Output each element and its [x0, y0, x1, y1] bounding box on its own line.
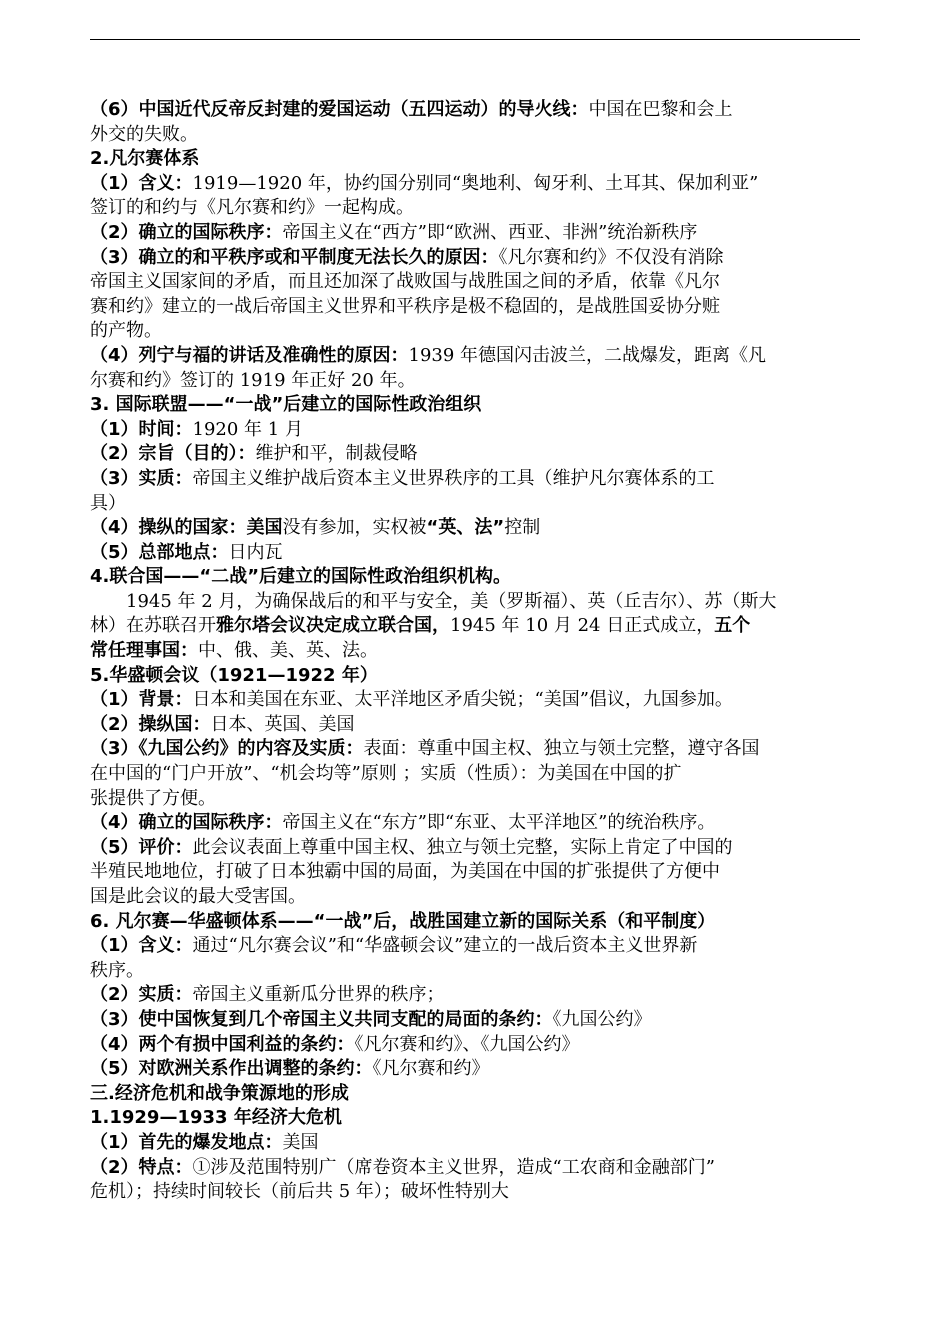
- bold-text: （1）含义：: [90, 172, 193, 194]
- body-text: 控制: [504, 517, 541, 539]
- body-text: ①涉及范围特别广（席卷资本主义世界，造成“工农商和金融部门”: [192, 1156, 715, 1178]
- bold-text: （1）首先的爆发地点：: [90, 1131, 283, 1153]
- bold-text: “英、法”: [426, 517, 505, 539]
- body-text: 没有参加，实权被: [282, 517, 427, 539]
- body-text: 危机）；持续时间较长（前后共 5 年）；破坏性特别大: [90, 1181, 509, 1203]
- bold-text: （2）确立的国际秩序：: [90, 221, 283, 243]
- body-text: 赛和约》建立的一战后帝国主义世界和平秩序是极不稳固的，是战胜国妥协分赃: [90, 295, 720, 317]
- text-line: [90, 1033, 860, 1058]
- header-rule: [90, 39, 860, 40]
- body-text: 在中国的“门户开放”、“机会均等”原则 ；实质（性质）：为美国在中国的扩: [90, 763, 682, 785]
- text-line: [90, 369, 860, 394]
- bold-text: （2）实质：: [90, 984, 193, 1006]
- bold-text: 5.华盛顿会议（1921—1922 年）: [90, 664, 378, 686]
- body-text: 维护和平，制裁侵略: [255, 443, 418, 465]
- body-text: 《九国公约》: [552, 1008, 652, 1030]
- bold-text: 五个: [714, 615, 751, 637]
- bold-text: （5）总部地点：: [90, 541, 229, 563]
- text-line: [90, 246, 860, 271]
- text-line: [90, 319, 860, 344]
- body-text: 《凡尔赛和约》、《九国公约》: [354, 1033, 580, 1055]
- text-line: [90, 910, 860, 935]
- bold-text: （2）宗旨（目的）：: [90, 443, 256, 465]
- bold-text: （3）实质：: [90, 467, 193, 489]
- document-body: [90, 98, 860, 1205]
- body-text: 外交的失败。: [90, 123, 198, 145]
- body-text: 通过“凡尔赛会议”和“华盛顿会议”建立的一战后资本主义世界新: [192, 935, 698, 957]
- bold-text: （1）时间：: [90, 418, 193, 440]
- body-text: 1919—1920 年，协约国分别同“奥地利、匈牙利、土耳其、保加利亚”: [192, 172, 759, 194]
- body-text: 中国在巴黎和会上: [588, 99, 733, 120]
- text-line: [90, 442, 860, 467]
- body-text: 表面：尊重中国主权、独立与领土完整，遵守各国: [363, 738, 760, 760]
- text-line: [90, 1057, 860, 1082]
- body-text: 半殖民地地位，打破了日本独霸中国的局面，为美国在中国的扩张提供了方便中: [90, 861, 720, 883]
- body-text: 《凡尔赛和约》不仅没有消除: [498, 246, 724, 268]
- text-line: [90, 787, 860, 812]
- bold-text: （3）使中国恢复到几个帝国主义共同支配的局面的条约：: [90, 1008, 553, 1030]
- text-line: [90, 492, 860, 517]
- body-text: 1939 年德国闪击波兰，二战爆发，距离《凡: [408, 344, 767, 366]
- body-text: 1945 年 2 月，为确保战后的和平与安全，美（罗斯福）、英（丘吉尔）、苏（斯大: [126, 590, 777, 612]
- body-text: 张提供了方便。: [90, 787, 216, 809]
- text-line: [90, 98, 860, 123]
- bold-text: （2）操纵国：: [90, 713, 211, 735]
- bold-text: （4）列宁与福的讲话及准确性的原因：: [90, 344, 409, 366]
- text-line: [90, 1180, 860, 1205]
- body-text: 国是此会议的最大受害国。: [90, 886, 306, 907]
- bold-text: 6. 凡尔赛—华盛顿体系——“一战”后，战胜国建立新的国际关系（和平制度）: [90, 910, 716, 932]
- text-line: [90, 860, 860, 885]
- text-line: [90, 762, 860, 787]
- body-text: 日本和美国在东亚、太平洋地区矛盾尖锐；“美国”倡议，九国参加。: [192, 689, 733, 711]
- bold-text: 1.1929—1933 年经济大危机: [90, 1107, 342, 1129]
- bold-text: （5）评价：: [90, 836, 193, 858]
- bold-text: （4）两个有损中国利益的条约：: [90, 1033, 355, 1055]
- body-text: 日内瓦: [228, 541, 283, 563]
- text-line: [90, 172, 860, 197]
- text-line: [90, 1156, 860, 1181]
- text-line: [90, 811, 860, 836]
- body-text: 帝国主义国家间的矛盾，而且还加深了战败国与战胜国之间的矛盾，依靠《凡尔: [90, 271, 720, 293]
- body-text: 帝国主义在“西方”即“欧洲、西亚、非洲”统治新秩序: [282, 221, 698, 243]
- bold-text: （5）对欧洲关系作出调整的条约：: [90, 1058, 373, 1080]
- bold-text: （4）操纵的国家：: [90, 517, 247, 539]
- text-line: [90, 885, 860, 910]
- text-line: [90, 614, 860, 639]
- bold-text: （6）中国近代反帝反封建的爱国运动（五四运动）的导火线：: [90, 99, 589, 120]
- body-text: 帝国主义重新瓜分世界的秩序；: [192, 984, 445, 1006]
- text-line: [90, 934, 860, 959]
- body-text: 《凡尔赛和约》: [372, 1058, 490, 1080]
- bold-text: （4）确立的国际秩序：: [90, 812, 283, 834]
- text-line: [90, 1131, 860, 1156]
- text-line: [90, 393, 860, 418]
- text-line: [90, 737, 860, 762]
- bold-text: 2.凡尔赛体系: [90, 148, 200, 170]
- body-text: 此会议表面上尊重中国主权、独立与领土完整，实际上肯定了中国的: [192, 836, 733, 858]
- text-line: [90, 639, 860, 664]
- text-line: [90, 516, 860, 541]
- body-text: 帝国主义维护战后资本主义世界秩序的工具（维护凡尔赛体系的工: [192, 467, 715, 489]
- text-line: [90, 959, 860, 984]
- text-line: [90, 713, 860, 738]
- text-line: [90, 836, 860, 861]
- text-line: [90, 123, 860, 148]
- bold-text: （3）确立的和平秩序或和平制度无法长久的原因：: [90, 246, 499, 268]
- text-line: [90, 344, 860, 369]
- text-line: [90, 688, 860, 713]
- text-line: [90, 221, 860, 246]
- bold-text: 4.联合国——“二战”后建立的国际性政治组织机构。: [90, 566, 512, 588]
- bold-text: （1）背景：: [90, 689, 193, 711]
- bold-text: 常任理事国：: [90, 640, 198, 662]
- text-line: [90, 295, 860, 320]
- bold-text: （3）《九国公约》的内容及实质：: [90, 738, 364, 760]
- text-line: [90, 147, 860, 172]
- body-text: 秩序。: [90, 959, 144, 981]
- bold-text: 3. 国际联盟——“一战”后建立的国际性政治组织: [90, 394, 482, 416]
- text-line: [90, 418, 860, 443]
- bold-text: （2）特点：: [90, 1156, 193, 1178]
- bold-text: （1）含义：: [90, 935, 193, 957]
- text-line: [90, 590, 860, 615]
- text-line: [90, 467, 860, 492]
- body-text: 日本、英国、美国: [210, 713, 355, 735]
- text-line: [90, 270, 860, 295]
- text-line: [90, 565, 860, 590]
- text-line: [90, 1008, 860, 1033]
- text-line: [90, 541, 860, 566]
- body-text: 中、俄、美、英、法。: [198, 640, 378, 662]
- body-text: 美国: [282, 1131, 319, 1153]
- bold-text: 美国: [246, 517, 283, 539]
- bold-text: 三.经济危机和战争策源地的形成: [90, 1082, 349, 1104]
- text-line: [90, 1106, 860, 1131]
- text-line: [90, 196, 860, 221]
- bold-text: 雅尔塔会议决定成立联合国，: [216, 615, 450, 637]
- body-text: 签订的和约与《凡尔赛和约》一起构成。: [90, 197, 414, 219]
- body-text: 帝国主义在“东方”即“东亚、太平洋地区”的统治秩序。: [282, 812, 716, 834]
- body-text: 具）: [90, 492, 126, 514]
- text-line: [90, 1082, 860, 1107]
- body-text: 的产物。: [90, 320, 162, 342]
- body-text: 林）在苏联召开: [90, 615, 216, 637]
- body-text: 1920 年 1 月: [192, 418, 303, 440]
- body-text: 1945 年 10 月 24 日正式成立，: [450, 615, 715, 637]
- body-text: 尔赛和约》签订的 1919 年正好 20 年。: [90, 369, 416, 391]
- text-line: [90, 664, 860, 689]
- text-line: [90, 983, 860, 1008]
